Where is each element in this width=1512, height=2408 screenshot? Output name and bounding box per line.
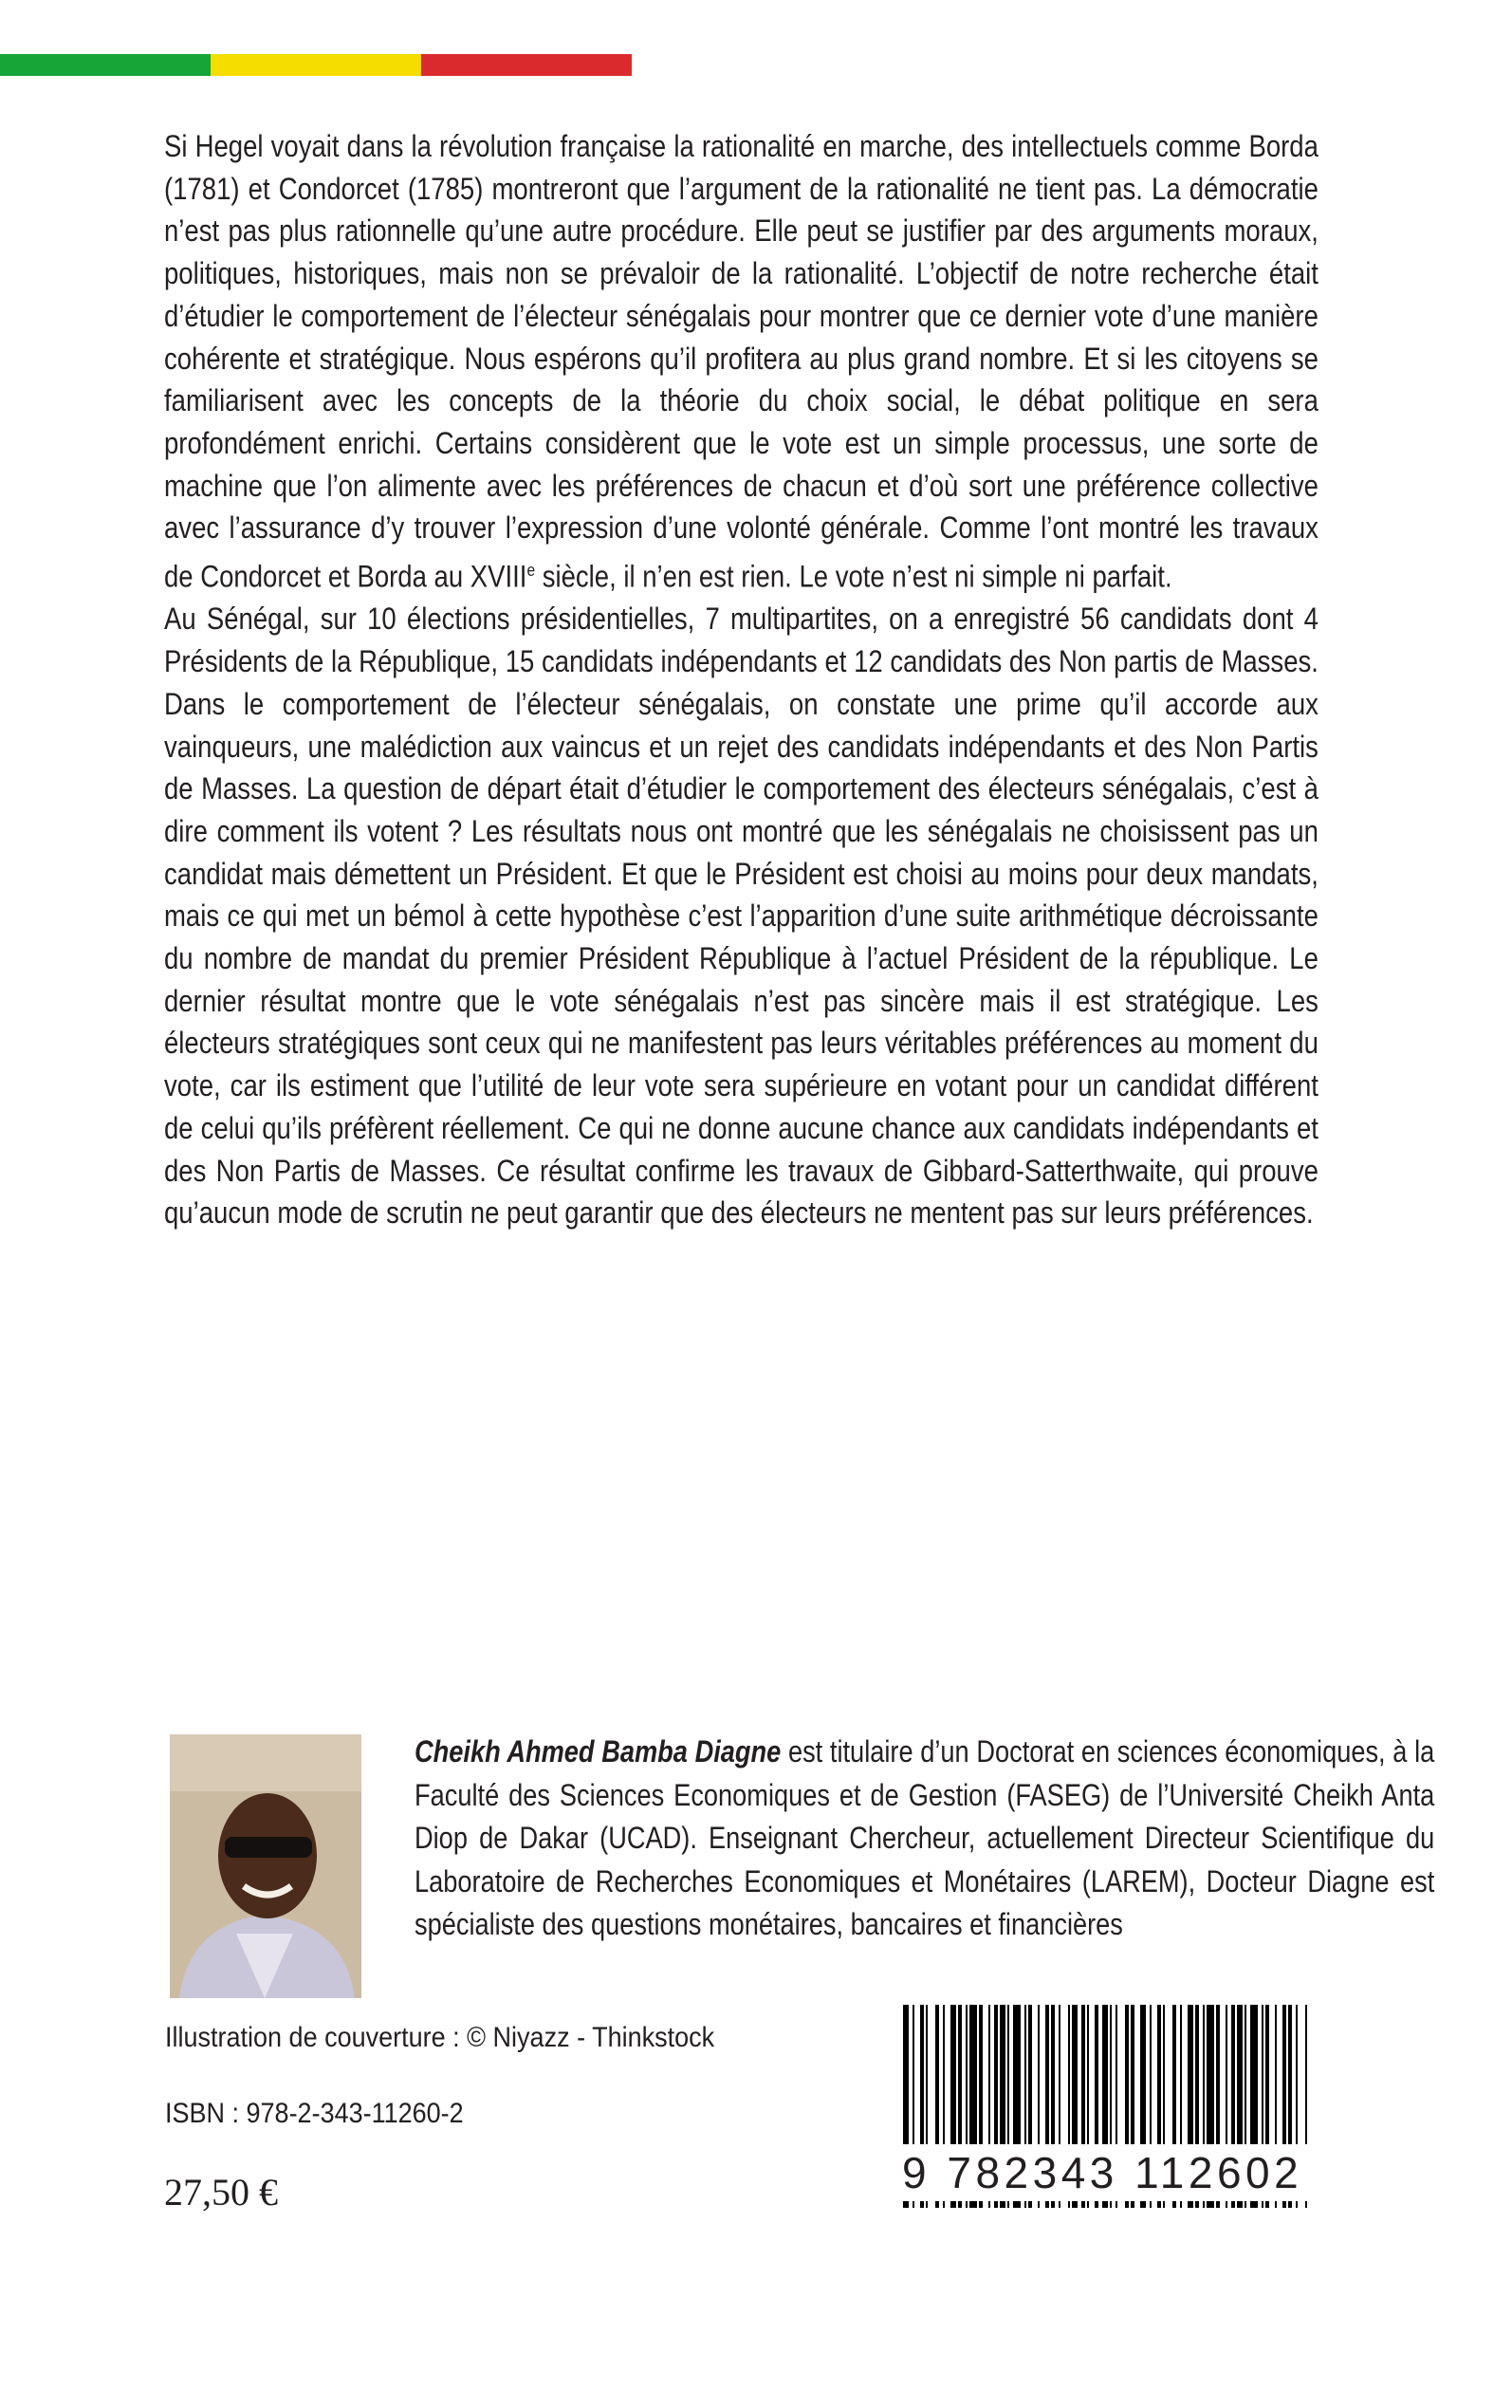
flag-yellow	[211, 54, 421, 76]
summary-paragraph-1: Si Hegel voyait dans la révolution française la rationalité en marche, des intellectuels comme Borda (1781) et Condorcet (1785) montreront que l’argument de la rationalité ne tient pas. La démocratie n’est pas plus rationnelle qu’une autre procédure. Elle peut se justifier par des arguments moraux, politiques, historiques, mais non se prévaloir de la rationalité. L’objectif de notre recherche était d’étudier le comportement de l’électeur sénégalais pour montrer que ce dernier vote d’une manière cohérente et stratégique. Nous espérons qu’il profitera au plus grand nombre. Et si les citoyens se familiarisent avec les concepts de la théorie du choix social, le débat politique en sera profondément enrichi. Certains considèrent que le vote est un simple processus, une sorte de machine que l’on alimente avec les préférences de chacun et d’où sort une préférence collective avec l’assurance d’y trouver l’expression d’une volonté générale. Comme l’ont montré les travaux de Condorcet et Borda au XVIIIe siècle, il n’en est rien. Le vote n’est ni simple ni parfait.	[164, 129, 1318, 594]
summary-text	[164, 125, 1318, 1234]
cover-credit: Illustration de couverture : © Niyazz - Thinkstock	[165, 2022, 715, 2053]
author-photo	[170, 1734, 361, 1998]
flag-stripe	[0, 54, 632, 76]
barcode-number: 9 782343 112602	[900, 2144, 1312, 2201]
flag-green	[0, 54, 211, 76]
price: 27,50 €	[164, 2171, 278, 2214]
summary-paragraph-2: Au Sénégal, sur 10 élections présidentielles, 7 multipartites, on a enregistré 56 candidats dont 4 Présidents de la République, 15 candidats indépendants et 12 candidats des Non partis de Masses. Dans le comportement de l’électeur sénégalais, on constate une prime qu’il accorde aux vainqueurs, une malédiction aux vaincus et un rejet des candidats indépendants et des Non Partis de Masses. La question de départ était d’étudier le comportement des électeurs sénégalais, c’est à dire comment ils votent ? Les résultats nous ont montré que les sénégalais ne choisissent pas un candidat mais démettent un Président. Et que le Président est choisi au moins pour deux mandats, mais ce qui met un bémol à cette hypothèse c’est l’apparition d’une suite arithmétique décroissante du nombre de mandat du premier Président République à l’actuel Président de la république. Le dernier résultat montre que le vote sénégalais n’est pas sincère mais il est stratégique. Les électeurs stratégiques sont ceux qui ne manifestent pas leurs véritables préférences au moment du vote, car ils estiment que l’utilité de leur vote sera supérieure en votant pour un candidat différent de celui qu’ils préfèrent réellement. Ce qui ne donne aucune chance aux candidats indépendants et des Non Partis de Masses. Ce résultat confirme les travaux de Gibbard-Satterthwaite, qui prouve qu’aucun mode de scrutin ne peut garantir que des électeurs ne mentent pas sur leurs préférences.	[164, 602, 1318, 1231]
author-name: Cheikh Ahmed Bamba Diagne	[415, 1734, 782, 1769]
flag-red	[421, 54, 632, 76]
isbn: ISBN : 978-2-343-11260-2	[165, 2098, 464, 2129]
author-description: est titulaire d’un Doctorat en sciences économiques, à la Faculté des Sciences Economiques et de Gestion (FASEG) de l’Université Cheikh Anta Diop de Dakar (UCAD). Enseignant Chercheur, actuellement Directeur Scientifique du Laboratoire de Recherches Economiques et Monétaires (LAREM), Docteur Diagne est spécialiste des questions monétaires, bancaires et financières	[415, 1734, 1435, 1941]
century-superscript: e	[526, 561, 536, 581]
author-bio	[415, 1731, 1434, 1947]
